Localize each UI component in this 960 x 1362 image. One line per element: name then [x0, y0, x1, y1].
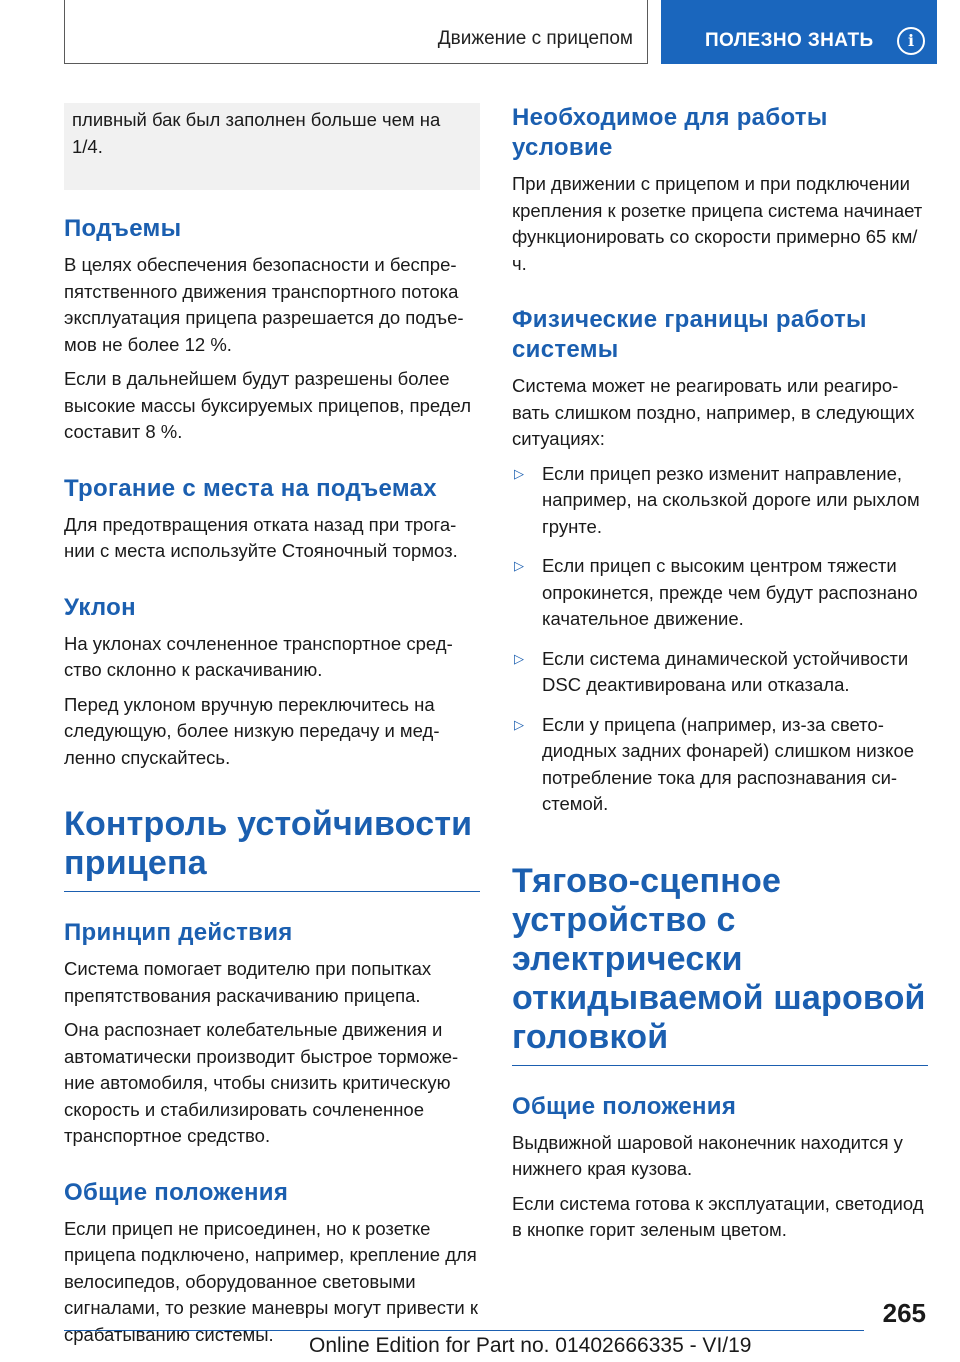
paragraph: В целях обеспечения безопасности и беспрепятственного движения транспортного потока эксплуатация прицепа разрешается до подъемов не более 12 %.	[64, 254, 464, 355]
header-badge-label: ПОЛЕЗНО ЗНАТЬ	[705, 30, 874, 51]
heading-princip: Принцип действия	[64, 919, 293, 946]
paragraph: Система помогает водителю при попытках препятствования раскачиванию прицепа.	[64, 958, 432, 1006]
paragraph: Выдвижной шаровой наконечник находится у нижнего края кузова.	[512, 1131, 903, 1179]
list-item: ▷ Если прицеп с высоким центром тяжести опрокинется, прежде чем будут распознано качательное движение.	[514, 555, 918, 629]
triangle-bullet-icon: ▷	[514, 717, 524, 733]
paragraph: На уклонах сочлененное транспортное средство склонно к раскачиванию.	[64, 632, 453, 680]
bullet-list	[512, 461, 928, 818]
footer-edition: Online Edition for Part no. 01402666335 - VI/19	[309, 1334, 752, 1357]
paragraph: Она распознает колебательные движения и автоматически производит быстрое торможение автомобиля, чтобы снизить критическую скорость и стабилизировать сочлененное транспортное средство.	[64, 1019, 459, 1146]
paragraph: Перед уклоном вручную переключитесь на следующую, более низкую передачу и медленно спускайтесь.	[64, 693, 440, 768]
note-text: пливный бак был заполнен больше чем на 1/4.	[72, 109, 441, 157]
heading-uklon: Уклон	[64, 593, 136, 621]
left-column	[64, 103, 480, 1356]
heading-podemy: Подъемы	[64, 215, 182, 242]
heading-obshie: Общие положения	[64, 1178, 289, 1206]
paragraph: Для предотвращения отката назад при трогании с места используйте Стояночный тормоз.	[64, 513, 458, 561]
heading-obshie2: Общие положения	[512, 1092, 737, 1120]
paragraph: При движении с прицепом и при подключении крепления к розетке прицепа система начинает функционировать со скорости примерно 65 км/ч.	[512, 173, 923, 274]
header-section-title: Движение с прицепом	[437, 28, 633, 49]
chapter-heading-tyag	[512, 862, 928, 1066]
header-badge	[661, 0, 937, 64]
chapter-title-tyag: Тягово-сцепное устройство с электрически откидываемой шаровой головкой	[512, 861, 926, 1056]
heading-trogan: Трогание с места на подъемах	[64, 474, 437, 502]
triangle-bullet-icon: ▷	[514, 559, 524, 574]
heading-fiz: Физические границы работы системы	[512, 306, 867, 363]
triangle-bullet-icon: ▷	[514, 651, 524, 667]
chapter-heading-control	[64, 805, 480, 892]
header-section-box	[64, 0, 648, 64]
footer-divider	[64, 1330, 864, 1331]
chapter-title-control: Контроль устойчивости прицепа	[64, 805, 473, 882]
paragraph: Если в дальнейшем будут разрешены более высокие массы буксируемых прицепов, предел составит 8 %.	[64, 368, 471, 442]
note-box	[64, 103, 480, 190]
heading-neobh: Необходимое для работы условие	[512, 104, 828, 161]
triangle-bullet-icon: ▷	[514, 466, 524, 482]
paragraph: Если система готова к эксплуатации, светодиод в кнопке горит зеленым цветом.	[512, 1192, 924, 1240]
list-item: ▷ Если у прицепа (например, из-за светодиодных задних фонарей) слишком низкое потребление тока для распознавания системой.	[514, 713, 915, 814]
info-icon: i	[897, 27, 925, 55]
list-item: ▷ Если прицеп резко изменит направление, например, на скользкой дороге или рыхлом грунте.	[514, 462, 920, 537]
right-column	[512, 103, 928, 1252]
list-item: ▷ Если система динамической устойчивости DSC деактивирована или отказала.	[514, 647, 909, 695]
paragraph: Система может не реагировать или реагировать слишком поздно, например, в следующих ситуациях:	[512, 375, 915, 449]
paragraph: Если прицеп не присоединен, но к розетке прицепа подключено, например, крепление для велосипедов, оборудованное световыми сигналами, то резкие маневры могут привести к срабатыванию системы.	[64, 1217, 478, 1345]
page-number: 265	[882, 1298, 926, 1328]
